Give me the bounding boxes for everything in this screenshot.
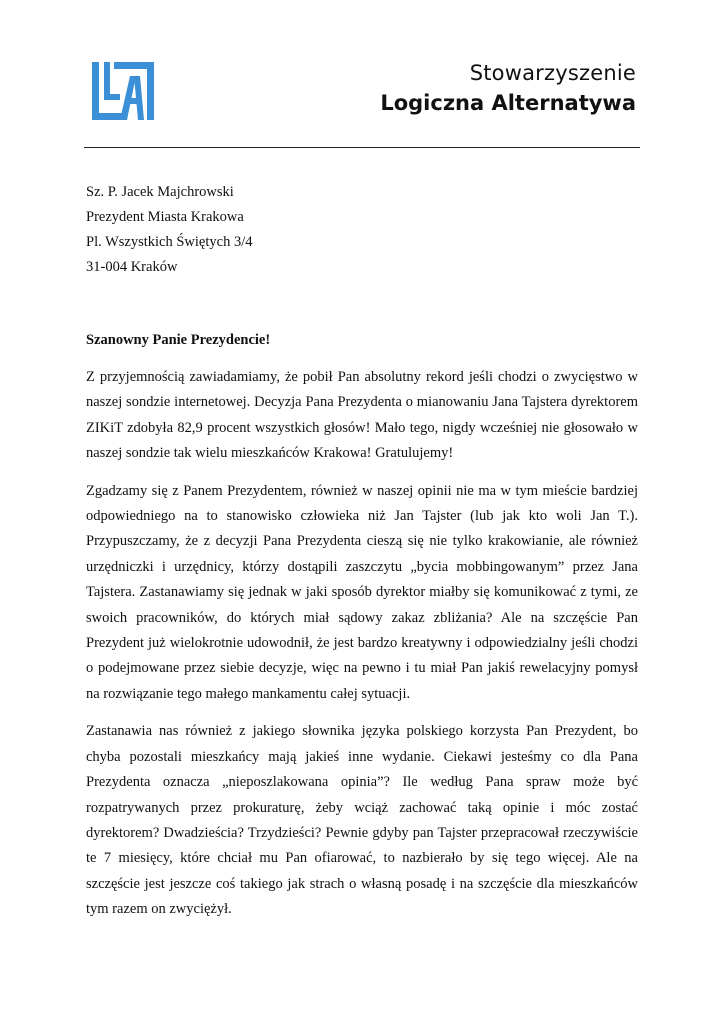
- paragraph: Zastanawia nas również z jakiego słownika języka polskiego korzysta Pan Prezydent, bo chyba pozostali mieszkańcy mają jakieś inne wydanie. Ciekawi jesteśmy co dla Pana Prezydenta oznacza „nieposzlakowana opinia”? Ile według Pana spraw może być rozpatrywanych przez prokuraturę, żeby wciąż zachować taką opinie i móc zostać dyrektorem? Dwadzieścia? Trzydzieści? Pewnie gdyby pan Tajster przepracował rzeczywiście te 7 miesięcy, które chciał mu Pan ofiarować, to nazbierało by się tego więcej. Ale na szczęście jest jeszcze coś takiego jak strach o własną posadę i na szczęście dla mieszkańców tym razem on zwyciężył.: [86, 723, 638, 918]
- organization-name-line1: Stowarzyszenie: [469, 61, 636, 85]
- paragraph: Z przyjemnością zawiadamiamy, że pobił Pan absolutny rekord jeśli chodzi o zwycięstwo w naszej sondzie internetowej. Decyzja Pana Prezydenta o mianowaniu Jana Tajstera dyrektorem ZIKiT zdobyła 82,9 procent wszystkich głosów! Mało tego, nigdy wcześniej nie głosowało w naszej sondzie tak wielu mieszkańców Krakowa! Gratulujemy!: [86, 369, 638, 462]
- recipient-address: [86, 180, 486, 280]
- header-divider: [84, 147, 640, 148]
- salutation: Szanowny Panie Prezydencie!: [86, 332, 271, 348]
- address-line-city: 31-004 Kraków: [86, 259, 178, 275]
- paragraph: Zgadzamy się z Panem Prezydentem, również w naszej opinii nie ma w tym mieście bardziej odpowiedniego na to stanowisko człowieka niż Jan Tajster (lub jak kto woli Jan T.). Przypuszczamy, że z decyzji Pana Prezydenta cieszą się nie tylko krakowianie, ale również urzędniczki i urzędnicy, którzy dostąpili zaszczytu „bycia mobbingowanym” przez Jana Tajstera. Zastanawiamy się jednak w jaki sposób dyrektor miałby się komunikować z tymi, ze swoich pracowników, do których miał sądowy zakaz zbliżania? Ale na szczęście Pan Prezydent już wielokrotnie udowodnił, że jest bardzo kreatywny i odpowiedzialny jeśli chodzi o podejmowane przez siebie decyzje, więc na pewno i tu miał Pan jakiś rewelacyjny pomysł na rozwiązanie tego małego mankamentu całej sytuacji.: [86, 482, 638, 702]
- address-line-name: Sz. P. Jacek Majchrowski: [86, 184, 234, 200]
- organization-name: [380, 58, 636, 118]
- letter-body: [86, 365, 638, 935]
- address-line-street: Pl. Wszystkich Świętych 3/4: [86, 234, 253, 250]
- address-line-title: Prezydent Miasta Krakowa: [86, 209, 244, 225]
- organization-logo-icon: [90, 60, 156, 126]
- organization-name-line2: Logiczna Alternatywa: [380, 91, 636, 115]
